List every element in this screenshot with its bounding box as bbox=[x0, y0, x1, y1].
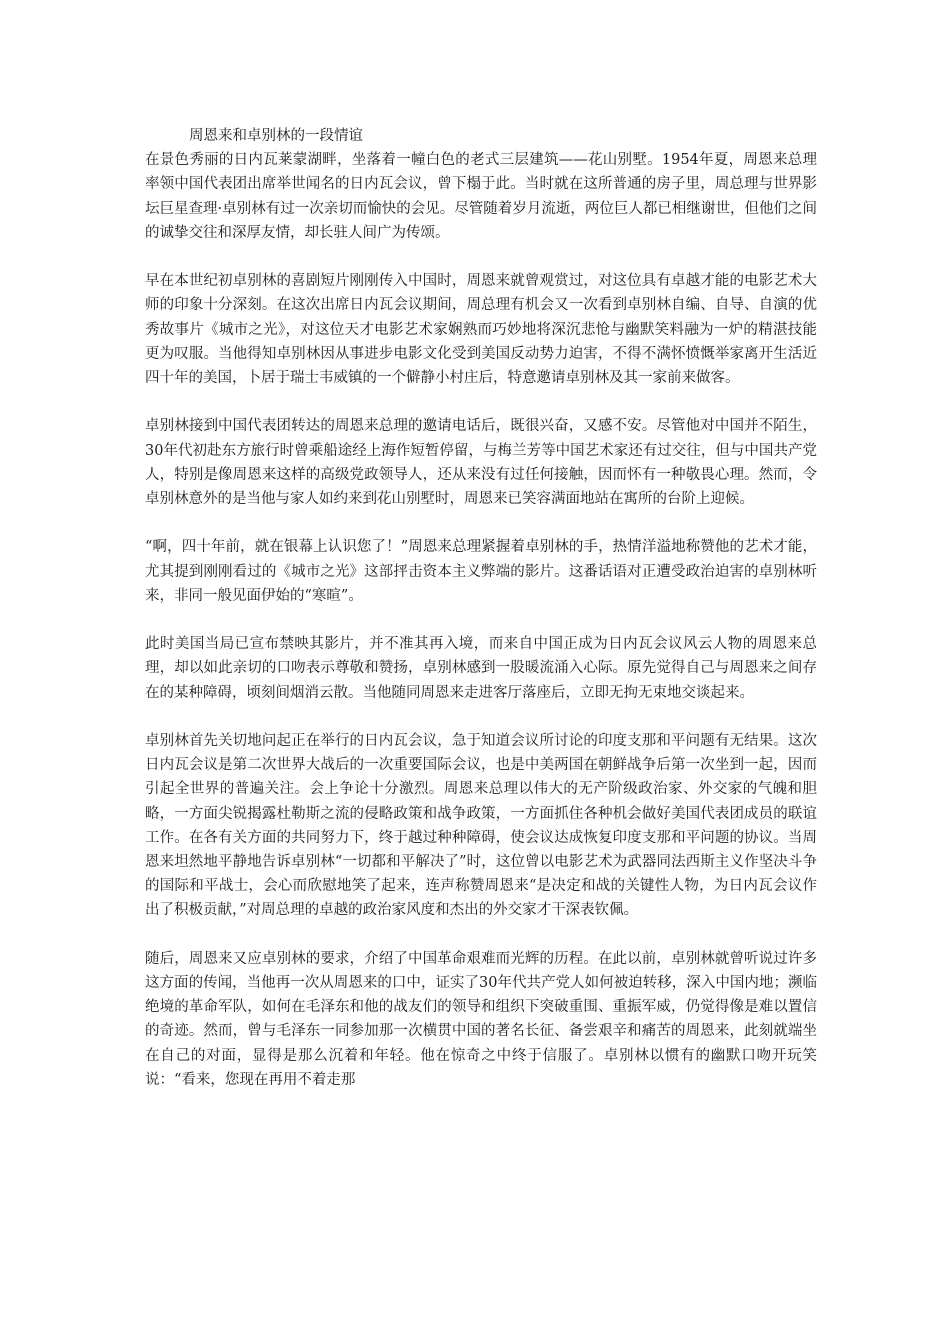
paragraph-4: “啊，四十年前，就在银幕上认识您了！”周恩来总理紧握着卓别林的手，热情洋溢地称赞他的艺术才能，尤其提到刚刚看过的《城市之光》这部抨击资本主义弊端的影片。这番话语对正遭受政治迫害的卓别林听来，非同一般见面伊始的“寒暄”。 bbox=[145, 539, 817, 604]
document-page bbox=[145, 124, 817, 1116]
document-title: 周恩来和卓别林的一段情谊 bbox=[189, 128, 363, 144]
paragraph-6: 卓别林首先关切地问起正在举行的日内瓦会议，急于知道会议所讨论的印度支那和平问题有无结果。这次日内瓦会议是第二次世界大战后的一次重要国际会议，也是中美两国在朝鲜战争后第一次坐到一起，因而引起全世界的普遍关注。会上争论十分激烈。周恩来总理以伟大的无产阶级政治家、外交家的气魄和胆略，一方面尖锐揭露杜勒斯之流的侵略政策和战争政策，一方面抓住各种机会做好美国代表团成员的联谊工作。在各有关方面的共同努力下，终于越过种种障碍，使会议达成恢复印度支那和平问题的协议。当周恩来坦然地平静地告诉卓别林“一切都和平解决了”时，这位曾以电影艺术为武器同法西斯主义作坚决斗争的国际和平战士，会心而欣慰地笑了起来，连声称赞周恩来“是决定和战的关键性人物，为日内瓦会议作出了积极贡献，”对周总理的卓越的政治家风度和杰出的外交家才干深表钦佩。 bbox=[145, 733, 817, 919]
paragraph-3: 卓别林接到中国代表团转达的周恩来总理的邀请电话后，既很兴奋，又感不安。尽管他对中国并不陌生，30年代初赴东方旅行时曾乘船途经上海作短暂停留，与梅兰芳等中国艺术家还有过交往，但与中国共产党人，特别是像周恩来这样的高级党政领导人，还从来没有过任何接触，因而怀有一种敬畏心理。然而，令卓别林意外的是当他与家人如约来到花山别墅时，周恩来已笑容满面地站在寓所的台阶上迎候。 bbox=[145, 418, 817, 508]
paragraph-7: 随后，周恩来又应卓别林的要求，介绍了中国革命艰难而光辉的历程。在此以前，卓别林就曾听说过许多这方面的传闻，当他再一次从周恩来的口中，证实了30年代共产党人如何被迫转移，深入中国内地；濒临绝境的革命军队，如何在毛泽东和他的战友们的领导和组织下突破重围、重振军威，仍觉得像是难以置信的奇迹。然而，曾与毛泽东一同参加那一次横贯中国的著名长征、备尝艰辛和痛苦的周恩来，此刻就端坐在自己的对面，显得是那么沉着和年轻。他在惊奇之中终于信服了。卓别林以惯有的幽默口吻开玩笑说：“看来，您现在再用不着走那 bbox=[145, 950, 817, 1088]
paragraph-5: 此时美国当局已宣布禁映其影片，并不准其再入境，而来自中国正成为日内瓦会议风云人物的周恩来总理，却以如此亲切的口吻表示尊敬和赞扬，卓别林感到一股暖流涌入心际。原先觉得自己与周恩来之间存在的某种障碍，顷刻间烟消云散。当他随同周恩来走进客厅落座后，立即无拘无束地交谈起来。 bbox=[145, 636, 817, 701]
paragraph-1: 在景色秀丽的日内瓦莱蒙湖畔，坐落着一幢白色的老式三层建筑——花山别墅。1954年夏，周恩来总理率领中国代表团出席举世闻名的日内瓦会议，曾下榻于此。当时就在这所普通的房子里，周总理与世界影坛巨星查理·卓别林有过一次亲切而愉快的会见。尽管随着岁月流逝，两位巨人都已相继谢世，但他们之间的诚挚交往和深厚友情，却长驻人间广为传颂。 bbox=[145, 152, 817, 241]
paragraph-2: 早在本世纪初卓别林的喜剧短片刚刚传入中国时，周恩来就曾观赏过，对这位具有卓越才能的电影艺术大师的印象十分深刻。在这次出席日内瓦会议期间，周总理有机会又一次看到卓别林自编、自导、自演的优秀故事片《城市之光》，对这位天才电影艺术家娴熟而巧妙地将深沉悲怆与幽默笑料融为一炉的精湛技能更为叹服。当他得知卓别林因从事进步电影文化受到美国反动势力迫害，不得不满怀愤慨举家离开生活近四十年的美国，卜居于瑞士韦威镇的一个僻静小村庄后，特意邀请卓别林及其一家前来做客。 bbox=[145, 273, 817, 387]
